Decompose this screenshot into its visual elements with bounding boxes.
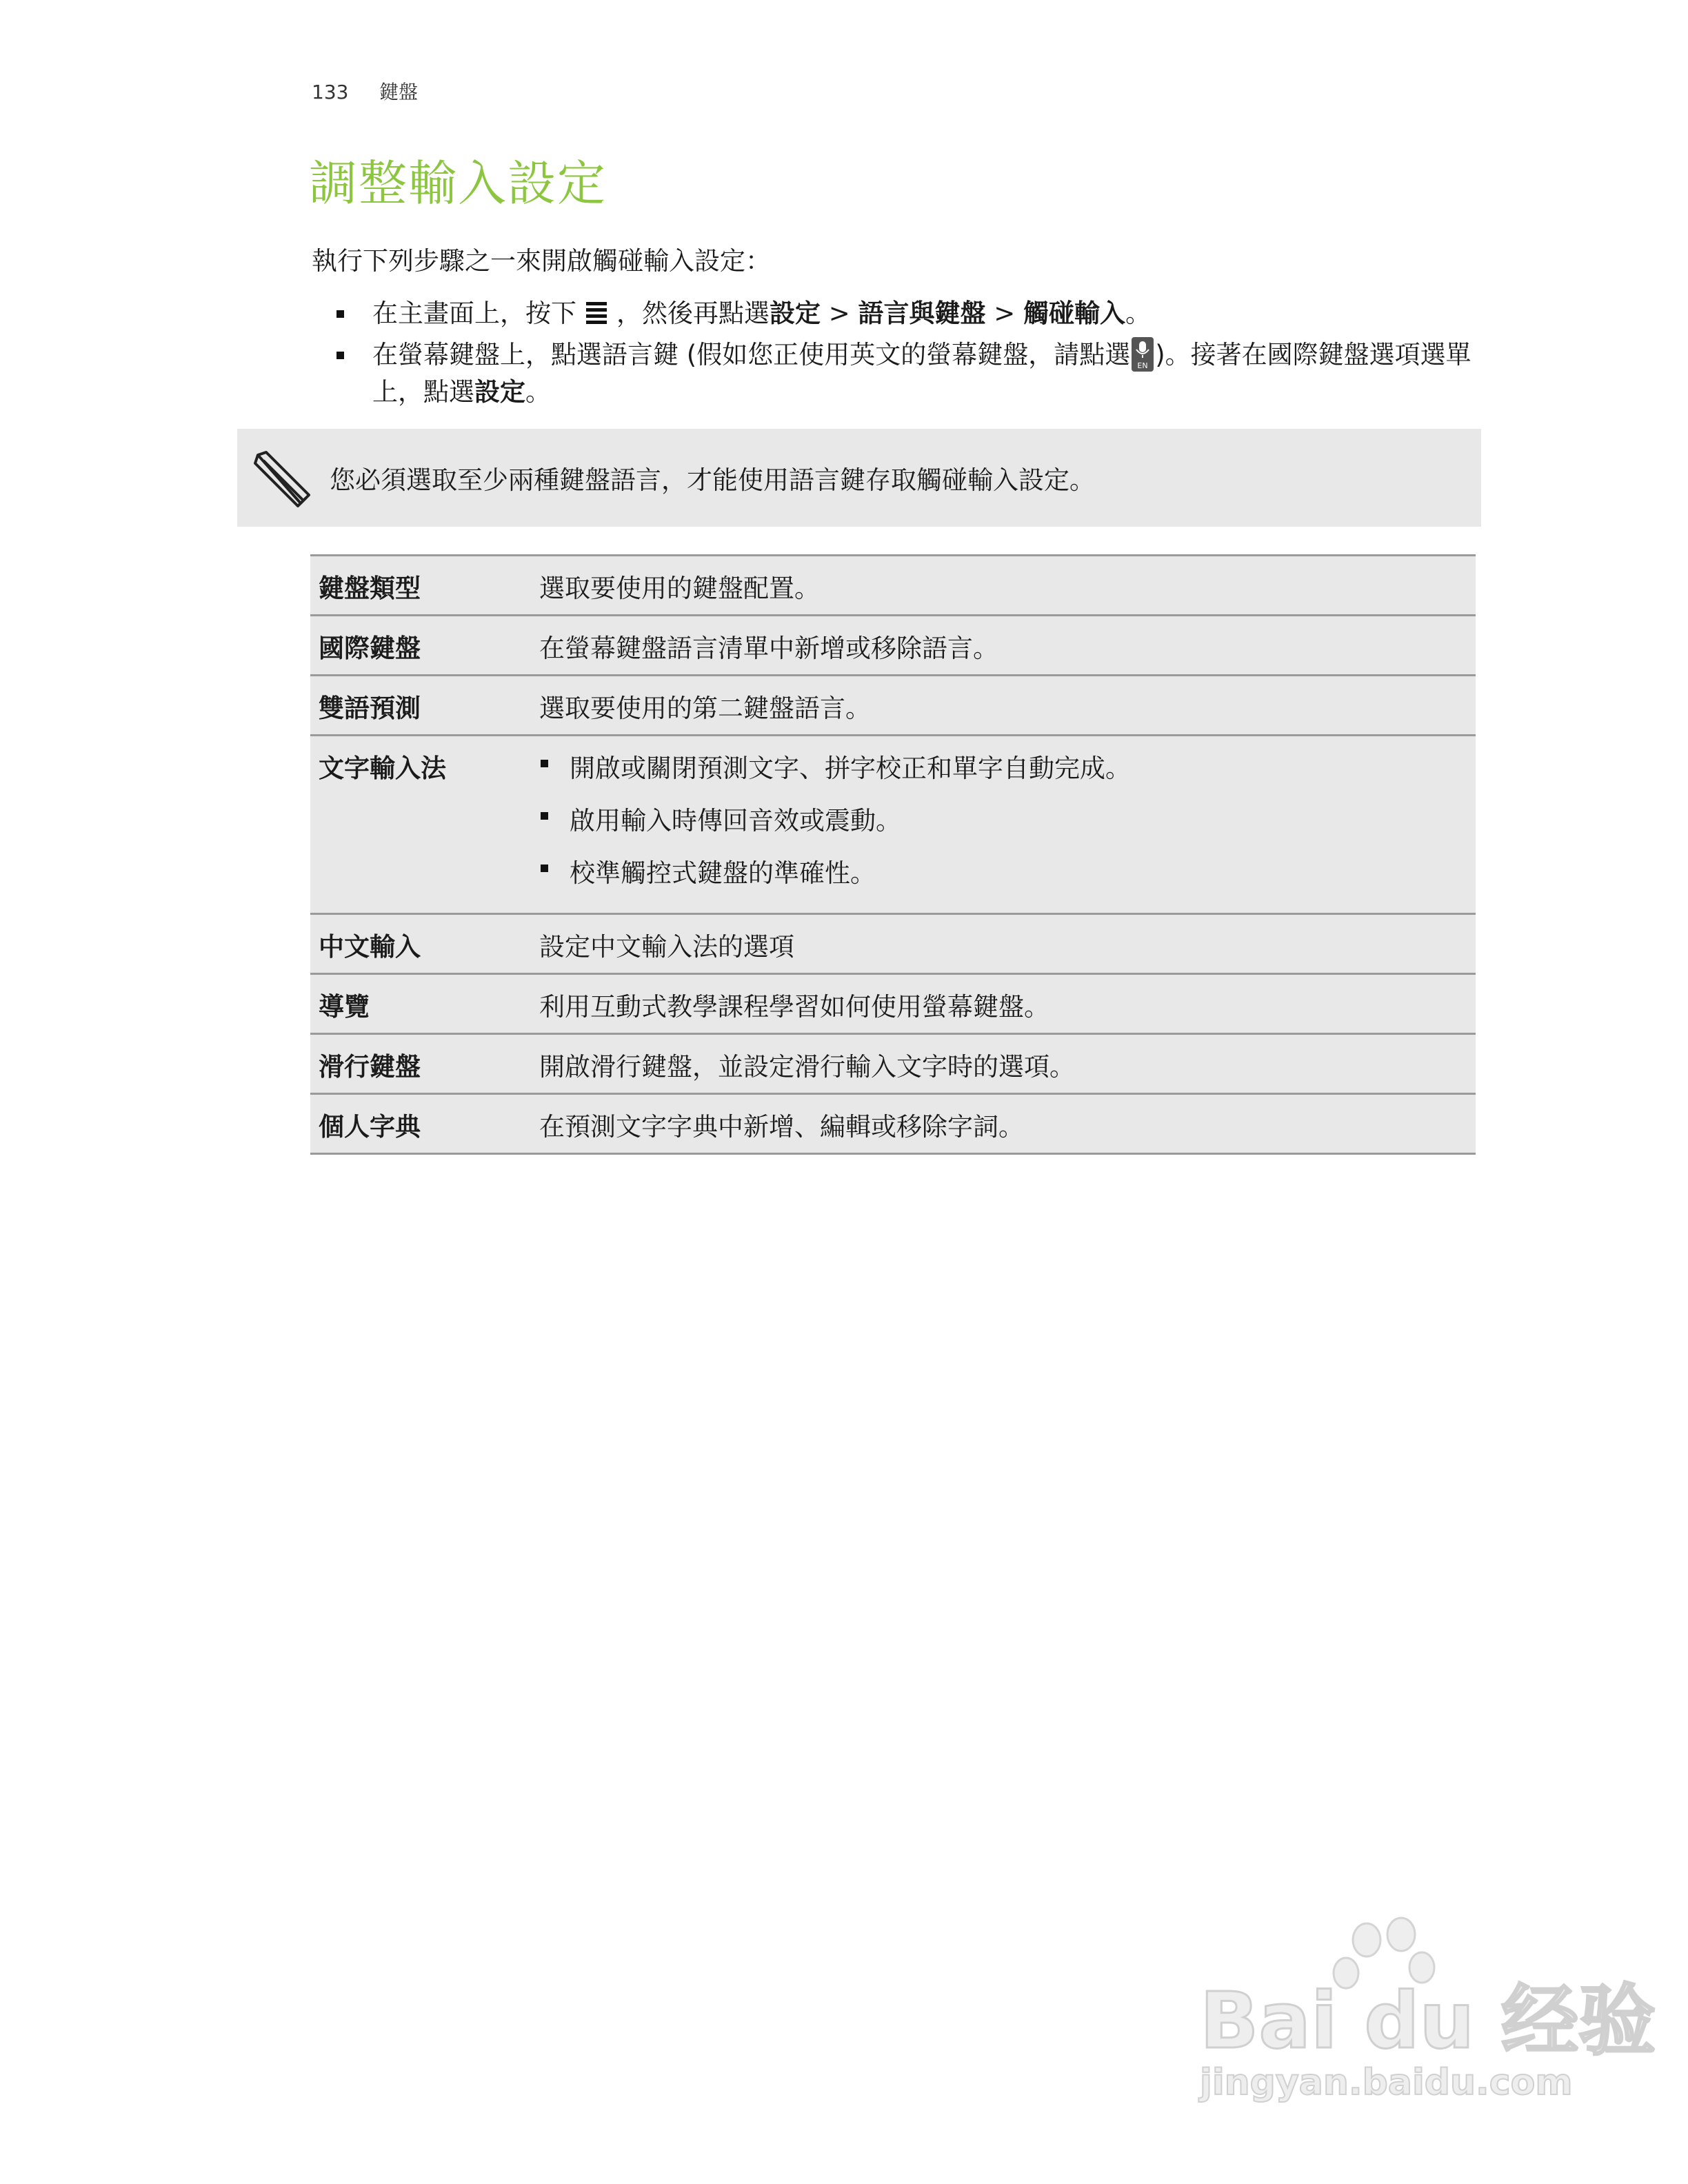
table-value: 選取要使用的鍵盤配置。	[539, 574, 820, 603]
table-key: 滑行鍵盤	[319, 1052, 421, 1082]
section-name: 鍵盤	[379, 81, 419, 103]
list-item	[539, 852, 1476, 889]
step-text: 在螢幕鍵盤上，點選語言鍵 (假如您正使用英文的螢幕鍵盤，請點選	[372, 340, 1131, 370]
svg-text:EN: EN	[1137, 361, 1148, 370]
note-box	[237, 429, 1481, 527]
bullet-icon	[541, 865, 548, 872]
table-key: 鍵盤類型	[319, 574, 421, 603]
table-value: 選取要使用的第二鍵盤語言。	[539, 694, 871, 723]
settings-table	[310, 554, 1476, 1155]
watermark-url: jingyan.baidu.com	[1200, 2062, 1573, 2103]
table-value: 在螢幕鍵盤語言清單中新增或移除語言。	[539, 634, 998, 663]
bullet-icon	[541, 760, 548, 767]
table-key: 文字輸入法	[319, 754, 446, 783]
table-value: 設定中文輸入法的選項	[539, 932, 794, 962]
path-separator: >	[821, 299, 858, 328]
table-key: 中文輸入	[319, 932, 421, 962]
intro-text: 執行下列步驟之一來開啟觸碰輸入設定：	[312, 246, 771, 276]
table-key: 個人字典	[319, 1112, 421, 1142]
note-text: 您必須選取至少兩種鍵盤語言，才能使用語言鍵存取觸碰輸入設定。	[330, 465, 1095, 495]
table-row	[310, 676, 1476, 736]
list-item	[539, 800, 1476, 837]
page-header	[312, 77, 418, 105]
menu-path-touch-input: 觸碰輸入	[1023, 299, 1126, 328]
step-item	[312, 336, 1484, 411]
path-separator: >	[985, 299, 1024, 328]
bullet-icon	[336, 310, 344, 318]
menu-path-language-keyboard: 語言與鍵盤	[858, 299, 986, 328]
mic-en-icon	[1132, 337, 1154, 372]
step-end: 。	[1125, 299, 1152, 328]
menu-path-settings: 設定	[474, 377, 525, 407]
step-text: 在主畫面上，按下	[372, 299, 576, 328]
table-value-list	[539, 747, 1476, 889]
step-text: )。接著在國際鍵盤選項選單上，點選	[372, 340, 1471, 407]
table-key: 導覽	[319, 992, 370, 1022]
page-number: 133	[312, 81, 349, 103]
table-row	[310, 1035, 1476, 1095]
table-key: 國際鍵盤	[319, 634, 421, 663]
step-item	[312, 295, 1484, 332]
list-item-text: 校準觸控式鍵盤的準確性。	[570, 858, 876, 888]
table-key: 雙語預測	[319, 694, 421, 723]
table-row	[310, 736, 1476, 915]
list-item-text: 開啟或關閉預測文字、拼字校正和單字自動完成。	[570, 754, 1131, 783]
step-text: ，然後再點選	[616, 299, 770, 328]
page-title: 調整輸入設定	[309, 155, 607, 212]
table-value: 利用互動式教學課程學習如何使用螢幕鍵盤。	[539, 992, 1049, 1022]
bullet-icon	[336, 352, 344, 359]
pencil-icon	[251, 448, 313, 510]
table-row	[310, 556, 1476, 616]
menu-path-settings: 設定	[770, 299, 821, 328]
bullet-icon	[541, 812, 548, 820]
table-row	[310, 1095, 1476, 1155]
table-row	[310, 915, 1476, 975]
table-value	[539, 736, 1476, 913]
menu-icon	[583, 300, 610, 326]
baidu-watermark-icon	[1186, 1910, 1656, 2103]
table-row	[310, 616, 1476, 676]
list-item	[539, 747, 1476, 785]
table-value: 在預測文字字典中新增、編輯或移除字詞。	[539, 1112, 1024, 1142]
table-value: 開啟滑行鍵盤，並設定滑行輸入文字時的選項。	[539, 1052, 1075, 1082]
watermark-brand: Bai du 经验	[1200, 1976, 1656, 2066]
table-row	[310, 975, 1476, 1035]
steps-list	[312, 295, 1484, 415]
step-end: 。	[525, 377, 551, 407]
list-item-text: 啟用輸入時傳回音效或震動。	[570, 806, 901, 836]
